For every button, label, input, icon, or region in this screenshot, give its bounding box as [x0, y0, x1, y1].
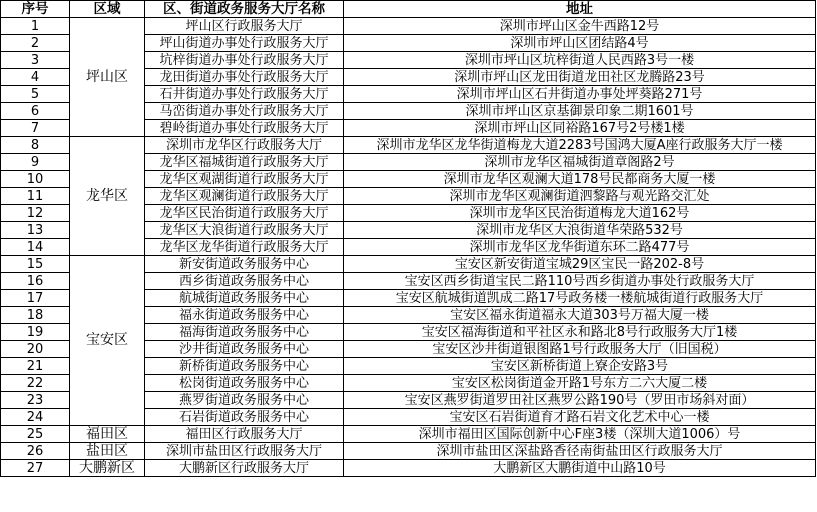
hall-address: 宝安区松岗街道金开路1号东方二六大厦二楼: [344, 375, 816, 392]
hall-address: 深圳市坪山区团结路4号: [344, 35, 816, 52]
row-number: 1: [1, 18, 70, 35]
hall-address: 深圳市福田区国际创新中心F座3楼（深圳大道1006）号: [344, 426, 816, 443]
hall-address: 宝安区燕罗街道罗田社区燕罗公路190号（罗田市场斜对面）: [344, 392, 816, 409]
hall-name: 大鹏新区行政服务大厅: [145, 460, 344, 477]
hall-name: 石岩街道政务服务中心: [145, 409, 344, 426]
row-number: 15: [1, 256, 70, 273]
hall-name: 龙田街道办事处行政服务大厅: [145, 69, 344, 86]
row-number: 25: [1, 426, 70, 443]
hall-name: 西乡街道政务服务中心: [145, 273, 344, 290]
table-row: [1, 256, 816, 273]
hall-name: 福永街道政务服务中心: [145, 307, 344, 324]
region-cell-dapeng: 大鹏新区: [70, 460, 145, 477]
hall-name: 马峦街道办事处行政服务大厅: [145, 103, 344, 120]
hall-name: 龙华区大浪街道行政服务大厅: [145, 222, 344, 239]
hall-address: 深圳市坪山区同裕路167号2号楼1楼: [344, 120, 816, 137]
row-number: 24: [1, 409, 70, 426]
row-number: 19: [1, 324, 70, 341]
row-number: 3: [1, 52, 70, 69]
hall-name: 龙华区观澜街道行政服务大厅: [145, 188, 344, 205]
row-number: 4: [1, 69, 70, 86]
row-number: 13: [1, 222, 70, 239]
hall-name: 龙华区龙华街道行政服务大厅: [145, 239, 344, 256]
hall-address: 深圳市龙华区龙华街道梅龙大道2283号国鸿大厦A座行政服务大厅一楼: [344, 137, 816, 154]
row-number: 17: [1, 290, 70, 307]
region-cell-baoan: 宝安区: [70, 256, 145, 426]
hall-address: 深圳市龙华区观澜街道泗黎路与观光路交汇处: [344, 188, 816, 205]
row-number: 7: [1, 120, 70, 137]
region-cell-pingshan: 坪山区: [70, 18, 145, 137]
row-number: 11: [1, 188, 70, 205]
hall-address: 深圳市坪山区龙田街道龙田社区龙腾路23号: [344, 69, 816, 86]
row-number: 22: [1, 375, 70, 392]
hall-address: 深圳市坪山区京基御景印象二期1601号: [344, 103, 816, 120]
hall-name: 石井街道办事处行政服务大厅: [145, 86, 344, 103]
row-number: 16: [1, 273, 70, 290]
region-cell-futian: 福田区: [70, 426, 145, 443]
table-row: [1, 443, 816, 460]
hall-name: 航城街道政务服务中心: [145, 290, 344, 307]
row-number: 21: [1, 358, 70, 375]
region-cell-yantian: 盐田区: [70, 443, 145, 460]
hall-address: 宝安区福海街道和平社区永和路北8号行政服务大厅1楼: [344, 324, 816, 341]
table-row: [1, 137, 816, 154]
hall-name: 松岗街道政务服务中心: [145, 375, 344, 392]
row-number: 18: [1, 307, 70, 324]
hall-address: 深圳市坪山区石井街道办事处坪葵路271号: [344, 86, 816, 103]
hall-address: 深圳市龙华区观澜大道178号民都商务大厦一楼: [344, 171, 816, 188]
hall-address: 深圳市龙华区民治街道梅龙大道162号: [344, 205, 816, 222]
hall-address: 深圳市盐田区深盐路香径南街盐田区行政服务大厅: [344, 443, 816, 460]
hall-name: 深圳市盐田区行政服务大厅: [145, 443, 344, 460]
hall-address: 宝安区航城街道凯成二路17号政务楼一楼航城街道行政服务大厅: [344, 290, 816, 307]
hall-address: 深圳市坪山区金牛西路12号: [344, 18, 816, 35]
hall-name: 坑梓街道办事处行政服务大厅: [145, 52, 344, 69]
hall-name: 新桥街道政务服务中心: [145, 358, 344, 375]
header-region: 区域: [70, 1, 145, 18]
hall-name: 龙华区观湖街道行政服务大厅: [145, 171, 344, 188]
header-row: [1, 1, 816, 18]
hall-name: 沙井街道政务服务中心: [145, 341, 344, 358]
hall-address: 深圳市龙华区大浪街道华荣路532号: [344, 222, 816, 239]
row-number: 23: [1, 392, 70, 409]
header-address: 地址: [344, 1, 816, 18]
hall-name: 龙华区民治街道行政服务大厅: [145, 205, 344, 222]
hall-name: 燕罗街道政务服务中心: [145, 392, 344, 409]
hall-address: 深圳市龙华区福城街道章阁路2号: [344, 154, 816, 171]
hall-name: 碧岭街道办事处行政服务大厅: [145, 120, 344, 137]
hall-address: 深圳市龙华区龙华街道东环二路477号: [344, 239, 816, 256]
hall-name: 龙华区福城街道行政服务大厅: [145, 154, 344, 171]
hall-name: 新安街道政务服务中心: [145, 256, 344, 273]
hall-name: 坪山街道办事处行政服务大厅: [145, 35, 344, 52]
hall-address: 宝安区西乡街道宝民二路110号西乡街道办事处行政服务大厅: [344, 273, 816, 290]
hall-address: 宝安区新安街道宝城29区宝民一路202-8号: [344, 256, 816, 273]
hall-address: 宝安区石岩街道育才路石岩文化艺术中心一楼: [344, 409, 816, 426]
hall-name: 福田区行政服务大厅: [145, 426, 344, 443]
table-row: [1, 460, 816, 477]
region-cell-longhua: 龙华区: [70, 137, 145, 256]
hall-address: 宝安区福永街道福永大道303号万福大厦一楼: [344, 307, 816, 324]
hall-name: 坪山区行政服务大厅: [145, 18, 344, 35]
row-number: 26: [1, 443, 70, 460]
table-row: [1, 426, 816, 443]
row-number: 27: [1, 460, 70, 477]
header-number: 序号: [1, 1, 70, 18]
row-number: 10: [1, 171, 70, 188]
table-row: [1, 18, 816, 35]
row-number: 9: [1, 154, 70, 171]
row-number: 2: [1, 35, 70, 52]
row-number: 14: [1, 239, 70, 256]
hall-address: 大鹏新区大鹏街道中山路10号: [344, 460, 816, 477]
hall-name: 福海街道政务服务中心: [145, 324, 344, 341]
hall-address: 宝安区新桥街道上寮企安路3号: [344, 358, 816, 375]
row-number: 5: [1, 86, 70, 103]
hall-address: 宝安区沙井街道银图路1号行政服务大厅（旧国税）: [344, 341, 816, 358]
header-hall-name: 区、街道政务服务大厅名称: [145, 1, 344, 18]
row-number: 8: [1, 137, 70, 154]
row-number: 20: [1, 341, 70, 358]
hall-name: 深圳市龙华区行政服务大厅: [145, 137, 344, 154]
row-number: 6: [1, 103, 70, 120]
hall-address: 深圳市坪山区坑梓街道人民西路3号一楼: [344, 52, 816, 69]
row-number: 12: [1, 205, 70, 222]
